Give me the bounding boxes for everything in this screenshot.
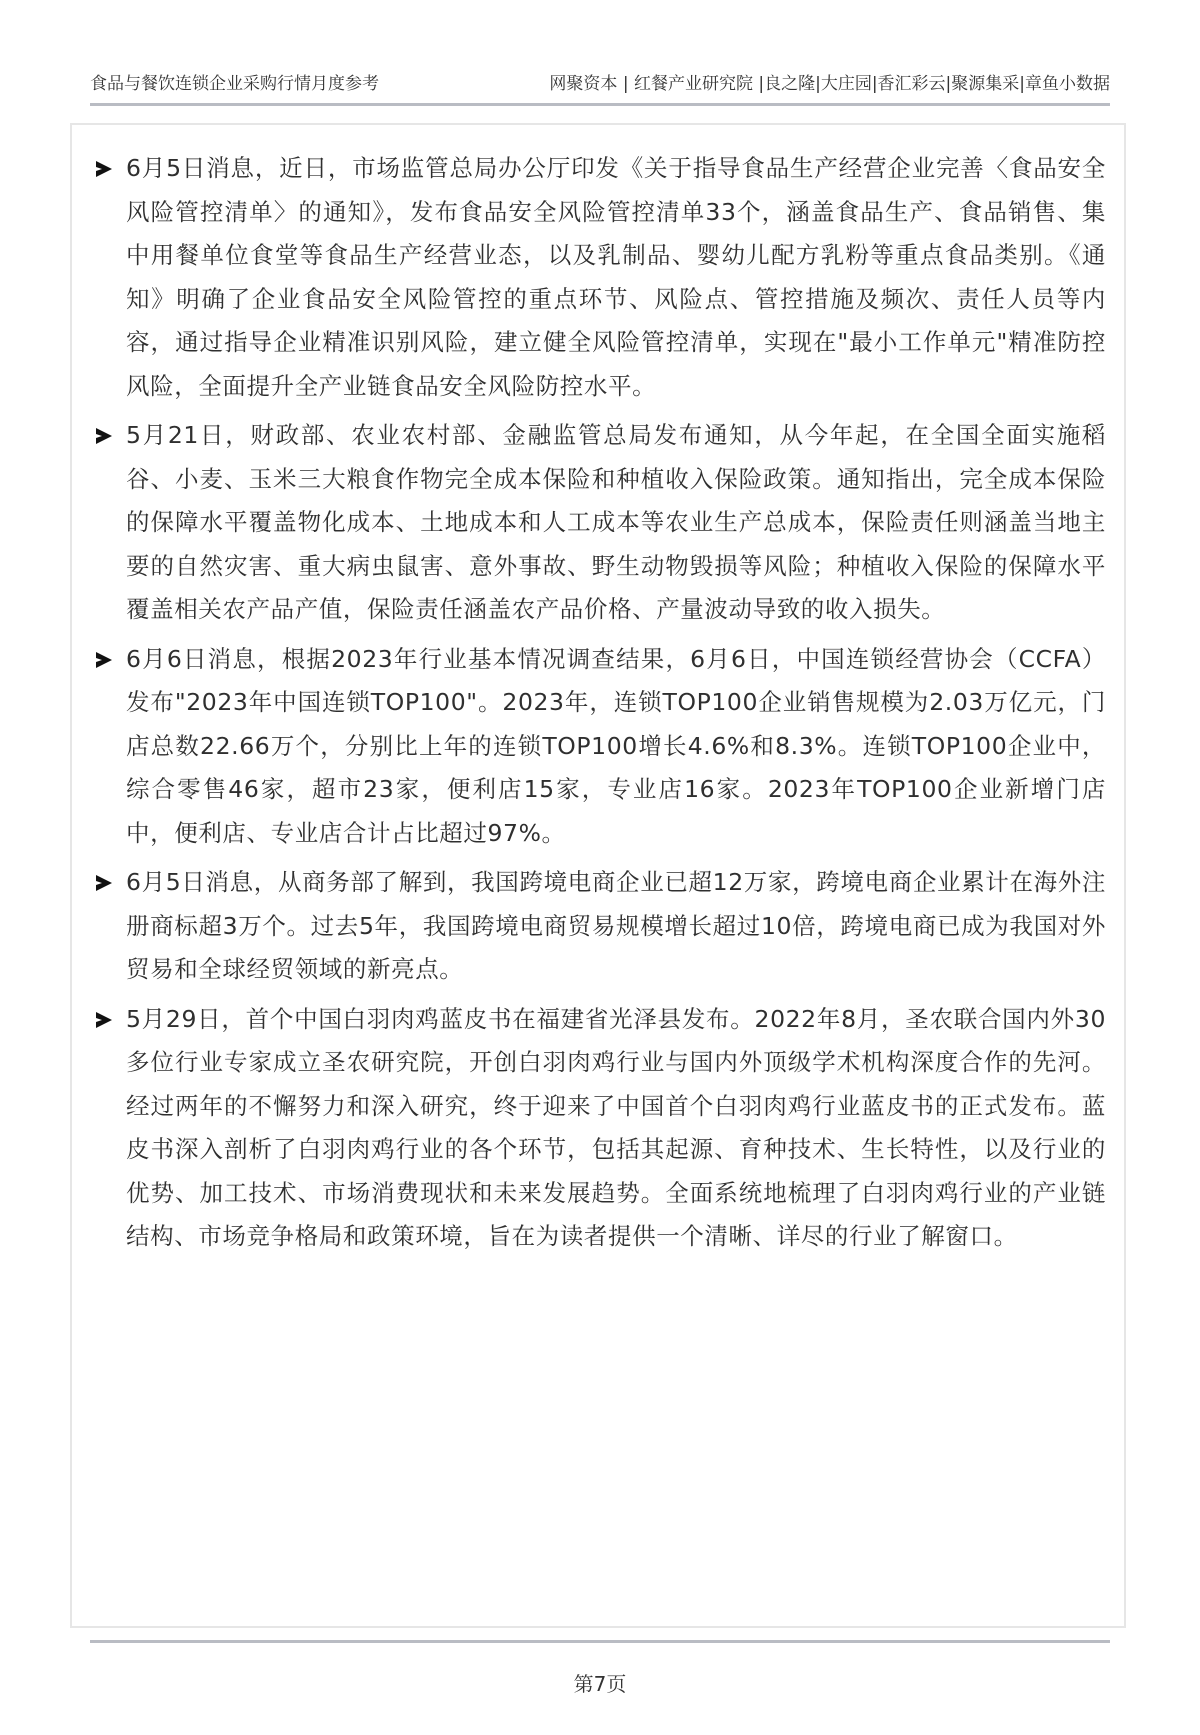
arrow-bullet-icon [96, 875, 112, 891]
footer-divider [90, 1640, 1110, 1643]
news-list [96, 147, 1106, 1265]
page-header [90, 66, 1110, 96]
news-item-text: 5月21日，财政部、农业农村部、金融监管总局发布通知，从今年起，在全国全面实施稻谷、小麦、玉米三大粮食作物完全成本保险和种植收入保险政策。通知指出，完全成本保险的保障水平覆盖物化成本、土地成本和人工成本等农业生产总成本，保险责任则涵盖当地主要的自然灾害、重大病虫鼠害、意外事故、野生动物毁损等风险；种植收入保险的保障水平覆盖相关农产品产值，保险责任涵盖农产品价格、产量波动导致的收入损失。 [126, 421, 1106, 623]
news-item [96, 861, 1106, 992]
report-title: 食品与餐饮连锁企业采购行情月度参考 [90, 73, 379, 94]
news-item [96, 147, 1106, 408]
arrow-bullet-icon [96, 652, 112, 668]
news-item-text: 6月5日消息，近日，市场监管总局办公厅印发《关于指导食品生产经营企业完善〈食品安全风险管控清单〉的通知》，发布食品安全风险管控清单33个，涵盖食品生产、食品销售、集中用餐单位食堂等食品生产经营业态，以及乳制品、婴幼儿配方乳粉等重点食品类别。《通知》明确了企业食品安全风险管控的重点环节、风险点、管控措施及频次、责任人员等内容，通过指导企业精准识别风险，建立健全风险管控清单，实现在"最小工作单元"精准防控风险，全面提升全产业链食品安全风险防控水平。 [126, 154, 1106, 400]
header-divider [90, 103, 1110, 106]
arrow-bullet-icon [96, 1012, 112, 1028]
news-item [96, 414, 1106, 632]
news-content-box [70, 123, 1126, 1628]
news-item [96, 998, 1106, 1259]
news-item-text: 6月5日消息，从商务部了解到，我国跨境电商企业已超12万家，跨境电商企业累计在海外注册商标超3万个。过去5年，我国跨境电商贸易规模增长超过10倍，跨境电商已成为我国对外贸易和全球经贸领域的新亮点。 [126, 868, 1106, 983]
news-item-text: 5月29日，首个中国白羽肉鸡蓝皮书在福建省光泽县发布。2022年8月，圣农联合国内外30多位行业专家成立圣农研究院，开创白羽肉鸡行业与国内外顶级学术机构深度合作的先河。经过两年的不懈努力和深入研究，终于迎来了中国首个白羽肉鸡行业蓝皮书的正式发布。蓝皮书深入剖析了白羽肉鸡行业的各个环节，包括其起源、育种技术、生长特性，以及行业的优势、加工技术、市场消费现状和未来发展趋势。全面系统地梳理了白羽肉鸡行业的产业链结构、市场竞争格局和政策环境，旨在为读者提供一个清晰、详尽的行业了解窗口。 [126, 1004, 1106, 1250]
arrow-bullet-icon [96, 161, 112, 177]
arrow-bullet-icon [96, 428, 112, 444]
page-number: 第7页 [573, 1672, 627, 1696]
news-item [96, 638, 1106, 856]
report-sources: 网聚资本 | 红餐产业研究院 |良之隆|大庄园|香汇彩云|聚源集采|章鱼小数据 [549, 73, 1110, 94]
news-item-text: 6月6日消息，根据2023年行业基本情况调查结果，6月6日，中国连锁经营协会（CCFA）发布"2023年中国连锁TOP100"。2023年，连锁TOP100企业销售规模为2.03万亿元，门店总数22.66万个，分别比上年的连锁TOP100增长4.6%和8.3%。连锁TOP100企业中，综合零售46家，超市23家，便利店15家，专业店16家。2023年TOP100企业新增门店中，便利店、专业店合计占比超过97%。 [126, 644, 1106, 847]
